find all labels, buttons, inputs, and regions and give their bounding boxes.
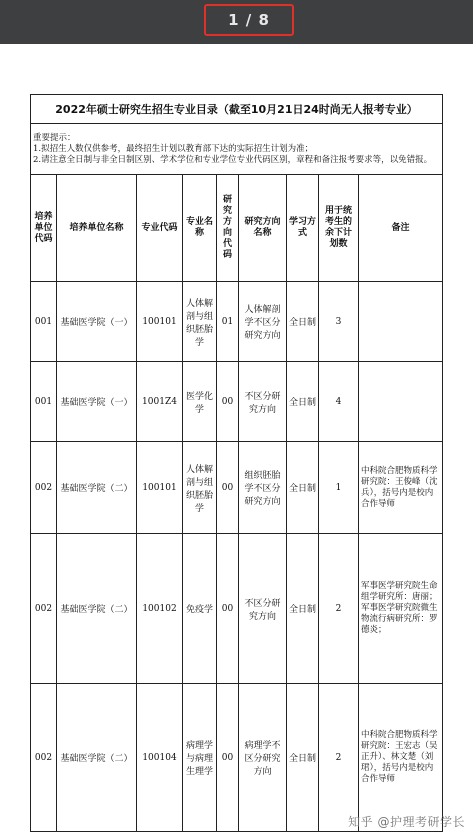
note-line: 2.请注意全日制与非全日制区别、学术学位和专业学位专业代码区别，章程和备注报考要求等，以免错报。 — [33, 154, 433, 165]
column-header: 备注 — [359, 175, 443, 282]
catalog-table — [30, 94, 443, 832]
document-title: 2022年硕士研究生招生专业目录（截至10月21日24时尚无人报考专业） — [31, 95, 443, 124]
table-row: 001 基础医学院（一） 100101 人体解剖与组织胚胎学 01 人体解剖学不区分研究方向 全日制 3 — [31, 282, 443, 362]
column-header: 专业名称 — [183, 175, 217, 282]
table-header — [31, 175, 443, 282]
column-header: 研究方向名称 — [239, 175, 287, 282]
column-header: 培养单位名称 — [57, 175, 137, 282]
watermark: 知乎 @护理考研学长 — [348, 815, 465, 829]
viewer-toolbar — [0, 0, 473, 44]
column-header: 研究方向代码 — [217, 175, 239, 282]
table-row: 001 基础医学院（一） 1001Z4 医学化学 00 不区分研究方向 全日制 4 — [31, 362, 443, 442]
document-page — [0, 44, 473, 836]
table-row: 002 基础医学院（二） 100101 人体解剖与组织胚胎学 00 组织胚胎学不区分研究方向 全日制 1 中科院合肥物质科学研究院：王俊峰（沈兵），括号内是校内合作导师 — [31, 442, 443, 534]
table-row: 002 基础医学院（二） 100102 免疫学 00 不区分研究方向 全日制 2 军事医学研究院生命组学研究所：唐丽；军事医学研究院微生物流行病研究所：罗德炎； — [31, 534, 443, 684]
note-line: 1.拟招生人数仅供参考，最终招生计划以教育部下达的实际招生计划为准； — [33, 143, 314, 154]
table-row: 002 基础医学院（二） 100104 病理学与病理生理学 00 病理学不区分研究方向 全日制 2 中科院合肥物质科学研究院：王宏志（吴正升）、林文楚（刘珺），括号内是校内合作导师 — [31, 684, 443, 832]
notes — [31, 124, 443, 175]
page-indicator[interactable]: 1 / 8 — [204, 4, 294, 36]
notes-heading: 重要提示： — [33, 132, 76, 143]
column-header: 用于统考生的余下计划数 — [319, 175, 359, 282]
column-header: 培养单位代码 — [31, 175, 57, 282]
column-header: 学习方式 — [287, 175, 319, 282]
column-header: 专业代码 — [137, 175, 183, 282]
